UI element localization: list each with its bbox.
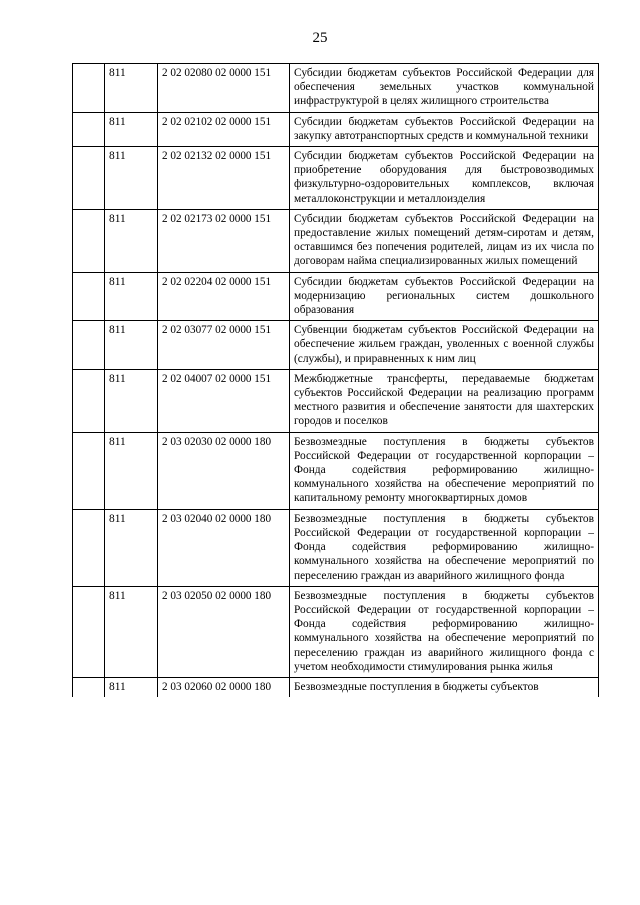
table-row xyxy=(73,64,599,113)
admin-code-cell: 811 xyxy=(105,147,158,210)
empty-cell xyxy=(73,321,105,370)
table-row xyxy=(73,586,599,677)
classification-code-cell: 2 03 02050 02 0000 180 xyxy=(158,586,290,677)
table-row xyxy=(73,209,599,272)
table-row xyxy=(73,677,599,697)
admin-code-cell: 811 xyxy=(105,369,158,432)
admin-code-cell: 811 xyxy=(105,321,158,370)
table-row xyxy=(73,147,599,210)
revenue-name-cell: Субсидии бюджетам субъектов Российской Федерации для обеспечения земельных участков коммунальной инфраструктурой в целях жилищного строительства xyxy=(290,64,599,113)
empty-cell xyxy=(73,369,105,432)
admin-code-cell: 811 xyxy=(105,272,158,321)
classification-code-cell: 2 02 02173 02 0000 151 xyxy=(158,209,290,272)
table-row xyxy=(73,321,599,370)
admin-code-cell: 811 xyxy=(105,112,158,146)
classification-code-cell: 2 02 02102 02 0000 151 xyxy=(158,112,290,146)
revenue-name-cell: Субсидии бюджетам субъектов Российской Федерации на модернизацию региональных систем дошкольного образования xyxy=(290,272,599,321)
classification-code-cell: 2 03 02060 02 0000 180 xyxy=(158,677,290,697)
empty-cell xyxy=(73,112,105,146)
revenue-name-cell: Субсидии бюджетам субъектов Российской Федерации на закупку автотранспортных средств и коммунальной техники xyxy=(290,112,599,146)
empty-cell xyxy=(73,432,105,509)
revenue-name-cell: Безвозмездные поступления в бюджеты субъектов Российской Федерации от государственной корпорации –Фонда содействия реформированию жилищно-коммунального хозяйства на обеспечение мероприятий по переселению граждан из аварийного жилищного фонда с учетом необходимости стимулирования рынка жилья xyxy=(290,586,599,677)
classification-code-cell: 2 03 02030 02 0000 180 xyxy=(158,432,290,509)
table-row xyxy=(73,112,599,146)
classification-code-cell: 2 02 02204 02 0000 151 xyxy=(158,272,290,321)
classification-code-cell: 2 02 03077 02 0000 151 xyxy=(158,321,290,370)
empty-cell xyxy=(73,64,105,113)
admin-code-cell: 811 xyxy=(105,677,158,697)
page-number: 25 xyxy=(312,30,328,46)
revenue-name-cell: Безвозмездные поступления в бюджеты субъектов xyxy=(290,677,599,697)
empty-cell xyxy=(73,272,105,321)
budget-codes-table xyxy=(72,63,599,697)
classification-code-cell: 2 03 02040 02 0000 180 xyxy=(158,509,290,586)
revenue-name-cell: Межбюджетные трансферты, передаваемые бюджетам субъектов Российской Федерации на реализацию программ местного развития и обеспечение занятости для шахтерских городов и поселков xyxy=(290,369,599,432)
revenue-name-cell: Субсидии бюджетам субъектов Российской Федерации на приобретение оборудования для быстровозводимых физкультурно-оздоровительных комплексов, включая металлоконструкции и металлоизделия xyxy=(290,147,599,210)
empty-cell xyxy=(73,509,105,586)
revenue-name-cell: Субвенции бюджетам субъектов Российской Федерации на обеспечение жильем граждан, уволенных с военной службы (службы), и приравненных к ним лиц xyxy=(290,321,599,370)
table-row xyxy=(73,369,599,432)
table-row xyxy=(73,509,599,586)
empty-cell xyxy=(73,209,105,272)
admin-code-cell: 811 xyxy=(105,509,158,586)
admin-code-cell: 811 xyxy=(105,432,158,509)
admin-code-cell: 811 xyxy=(105,586,158,677)
admin-code-cell: 811 xyxy=(105,64,158,113)
classification-code-cell: 2 02 02080 02 0000 151 xyxy=(158,64,290,113)
empty-cell xyxy=(73,677,105,697)
classification-code-cell: 2 02 04007 02 0000 151 xyxy=(158,369,290,432)
table-row xyxy=(73,432,599,509)
revenue-name-cell: Безвозмездные поступления в бюджеты субъектов Российской Федерации от государственной корпорации – Фонда содействия реформированию жилищно-коммунального хозяйства на обеспечение мероприятий по капитальному ремонту многоквартирных домов xyxy=(290,432,599,509)
revenue-name-cell: Субсидии бюджетам субъектов Российской Федерации на предоставление жилых помещений детям-сиротам и детям, оставшимся без попечения родителей, лицам из их числа по договорам найма специализированных жилых помещений xyxy=(290,209,599,272)
empty-cell xyxy=(73,147,105,210)
table-row xyxy=(73,272,599,321)
empty-cell xyxy=(73,586,105,677)
revenue-name-cell: Безвозмездные поступления в бюджеты субъектов Российской Федерации от государственной корпорации – Фонда содействия реформированию жилищно-коммунального хозяйства на обеспечение мероприятий по переселению граждан из аварийного жилищного фонда xyxy=(290,509,599,586)
classification-code-cell: 2 02 02132 02 0000 151 xyxy=(158,147,290,210)
admin-code-cell: 811 xyxy=(105,209,158,272)
